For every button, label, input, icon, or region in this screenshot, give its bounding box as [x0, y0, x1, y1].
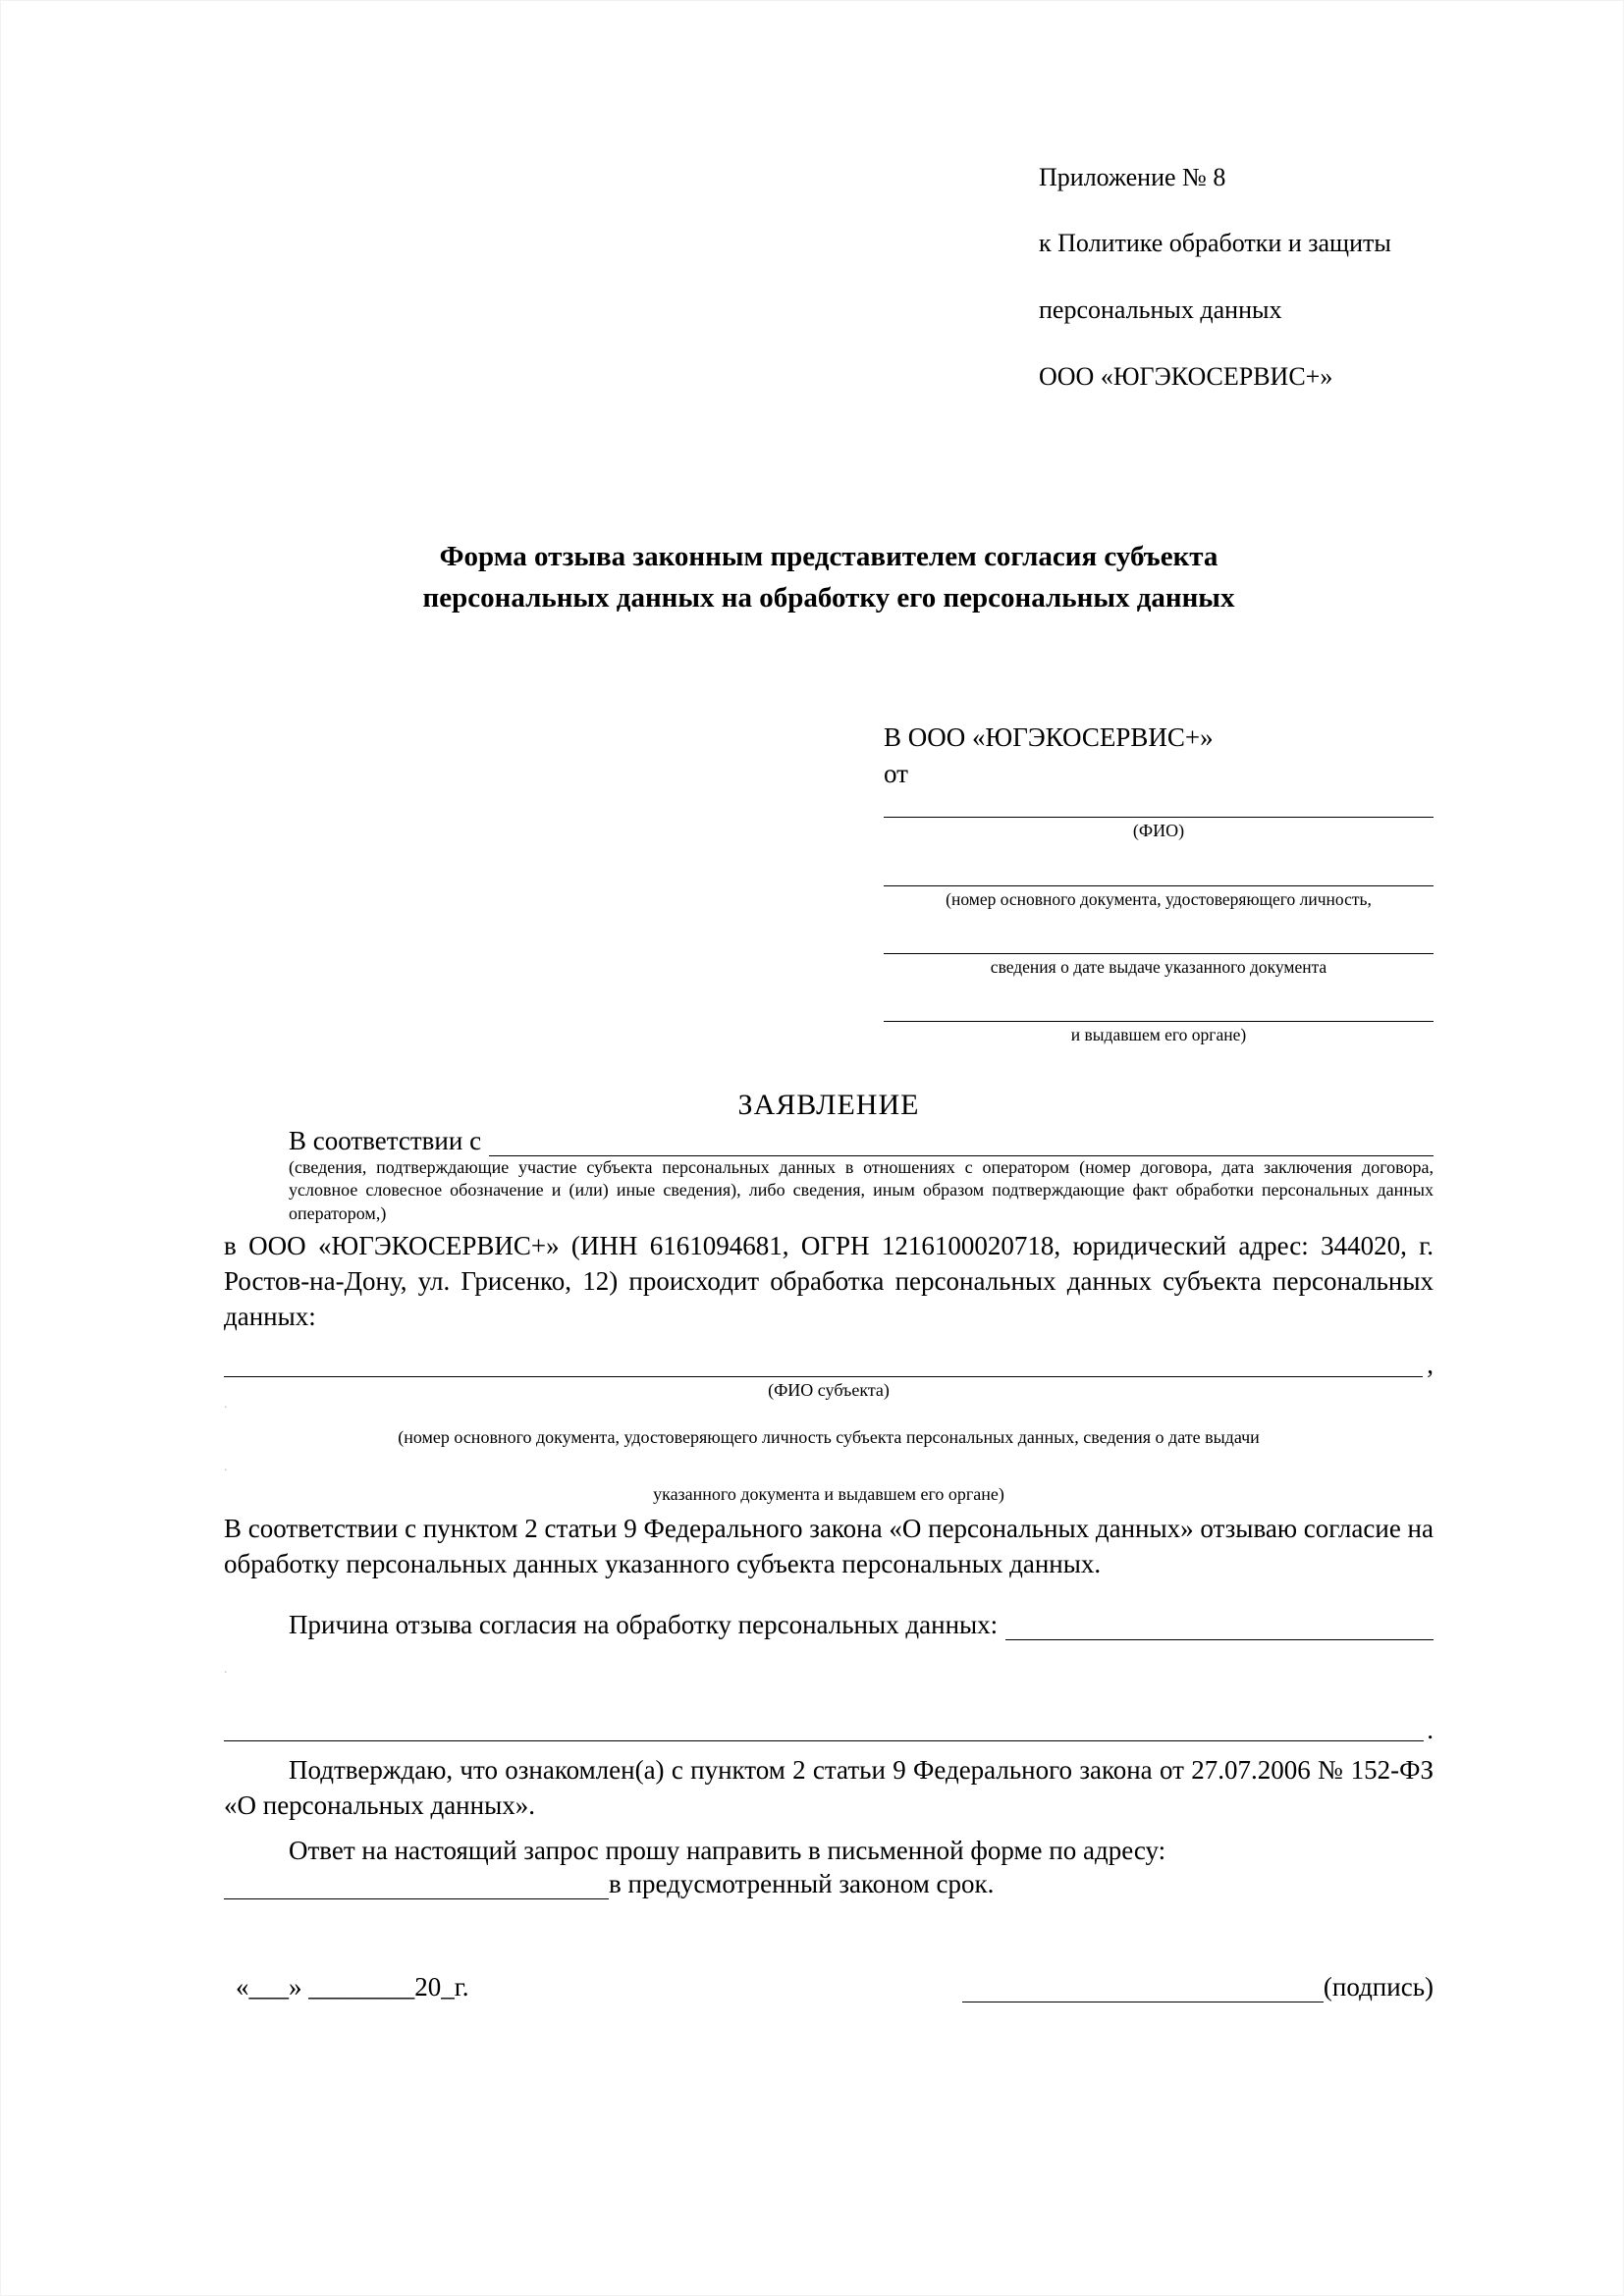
document-date-input-line[interactable]: [884, 928, 1434, 954]
appendix-header: [1039, 128, 1434, 426]
answer-address-input-line[interactable]: [224, 1875, 609, 1899]
document-content: [224, 128, 1434, 2002]
intro-input-line[interactable]: [489, 1132, 1434, 1156]
subject-fio-caption: (ФИО субъекта): [768, 1379, 890, 1400]
reason-row-continued: [224, 1714, 1434, 1744]
subject-fio-comma: ,: [1427, 1350, 1434, 1380]
confirmation-paragraph: Подтверждаю, что ознакомлен(а) с пунктом 2 статьи 9 Федерального закона от 27.07.2006 № 152-ФЗ «О персональных данных».: [224, 1754, 1434, 1820]
document-number-input-line[interactable]: [884, 860, 1434, 886]
appendix-line-2: к Политике обработки и защиты: [1039, 229, 1391, 258]
answer-address-tail: в предусмотренный законом срок.: [609, 1868, 995, 1898]
page-title-line-2: персональных данных на обработку его персональных данных: [422, 582, 1235, 614]
addressee-from-label: от: [884, 759, 908, 789]
document-date-caption: сведения о дате выдачe указанного документа: [990, 956, 1327, 977]
subject-doc-caption-line-2: указанного документа и выдавшем его органе): [653, 1483, 1004, 1504]
answer-paragraph: Ответ на настоящий запрос прошу направить в письменной форме по адресу:: [289, 1835, 1166, 1865]
addressee-organization: В ООО «ЮГЭКОСЕРВИС+»: [884, 722, 1214, 753]
scan-tick-2: .: [224, 1459, 228, 1474]
scan-tick-3: .: [224, 1661, 228, 1677]
page-title-line-1: Форма отзыва законным представителем согласия субъекта: [439, 541, 1218, 573]
reason-input-line[interactable]: [1005, 1616, 1434, 1640]
fio-caption: (ФИО): [1132, 821, 1185, 841]
intro-fine-print: (сведения, подтверждающие участие субъекта персональных данных в отношениях с оператором (номер договора, дата заключения договора, условное словесное обозначение и (или) иные сведения), либо сведения, иным образом подтверждающие факт обработки персональных данных оператором,): [289, 1156, 1434, 1223]
date-field[interactable]: «___» ________20_г.: [236, 1971, 469, 2002]
intro-line: [224, 1126, 1434, 1156]
subject-fio-row: [224, 1350, 1434, 1380]
document-issuer-caption: и выдавшем его органе): [1070, 1024, 1247, 1044]
signature-label: (подпись): [1323, 1971, 1434, 2002]
statement-heading: ЗАЯВЛЕНИЕ: [737, 1088, 920, 1121]
reason-row: [224, 1610, 1434, 1640]
subject-doc-caption-line-1: (номер основного документа, удостоверяющего личность субъекта персональных данных, сведения о дате выдачи: [398, 1427, 1260, 1448]
fio-input-line[interactable]: [884, 791, 1434, 818]
answer-address-row: [224, 1869, 1434, 1899]
document-issuer-input-line[interactable]: [884, 995, 1434, 1022]
addressee-block: [884, 722, 1434, 1045]
appendix-line-1: Приложение № 8: [1039, 162, 1226, 191]
intro-lead-text: В соответствии с: [289, 1125, 482, 1155]
page-title: [224, 536, 1434, 618]
subject-fio-input-line[interactable]: [224, 1351, 1423, 1377]
document-number-caption: (номер основного документа, удостоверяющего личность,: [946, 888, 1372, 909]
signature-input-line[interactable]: [962, 1978, 1324, 2002]
reason-input-line-2[interactable]: [224, 1715, 1424, 1741]
appendix-line-4: ООО «ЮГЭКОСЕРВИС+»: [1039, 361, 1333, 391]
reason-period: .: [1427, 1714, 1434, 1744]
scan-tick-1: .: [224, 1397, 228, 1413]
appendix-line-3: персональных данных: [1039, 294, 1282, 324]
operator-paragraph: в ООО «ЮГЭКОСЕРВИС+» (ИНН 6161094681, ОГРН 1216100020718, юридический адрес: 344020, г. Ростов-на-Дону, ул. Грисенко, 12) происходит обработка персональных данных субъекта персональных данных:: [224, 1231, 1434, 1331]
reason-label: Причина отзыва согласия на обработку персональных данных:: [289, 1609, 999, 1639]
revoke-paragraph: В соответствии с пунктом 2 статьи 9 Федерального закона «О персональных данных» отзываю согласие на обработку персональных данных указанного субъекта персональных данных.: [224, 1514, 1434, 1579]
signature-row: [224, 1972, 1434, 2002]
